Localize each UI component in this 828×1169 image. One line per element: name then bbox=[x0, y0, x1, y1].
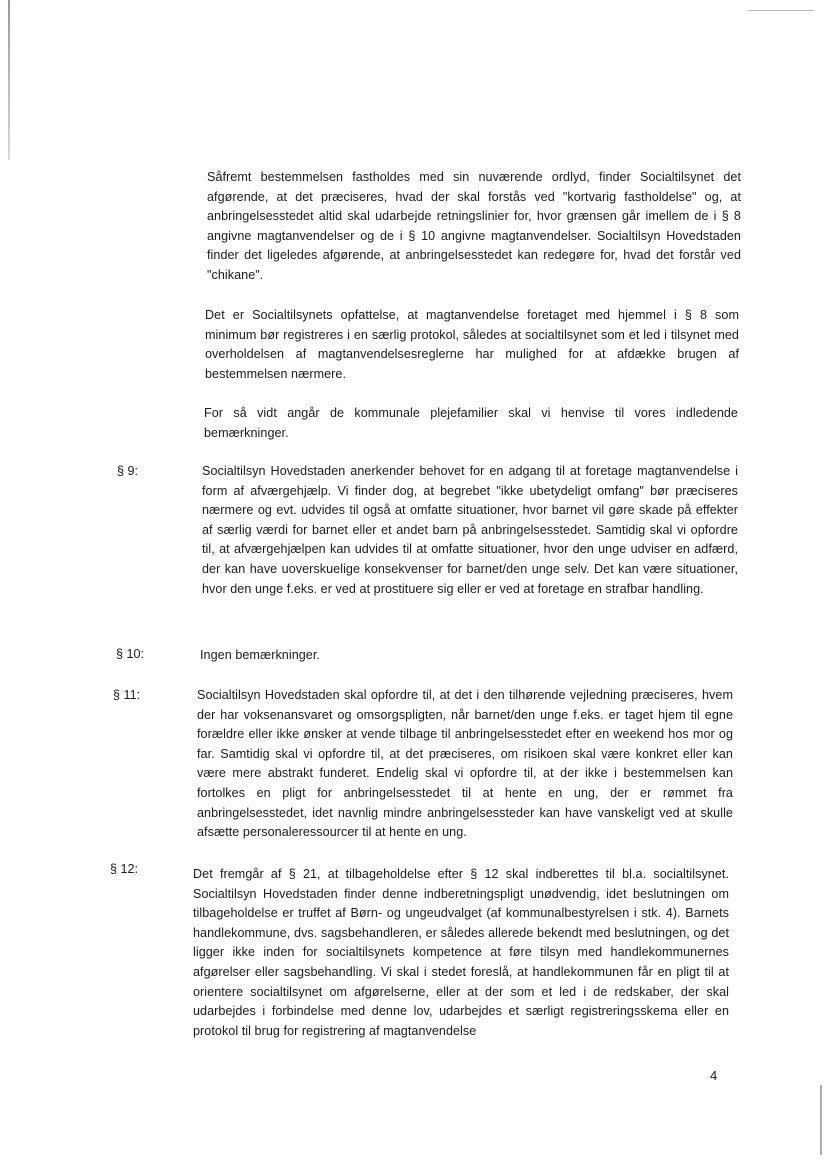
section-text-12: Det fremgår af § 21, at tilbageholdelse efter § 12 skal indberettes til bl.a. socialtilsynet. Socialtilsyn Hovedstaden finder denne indberetningspligt unødvendig, idet beslutningen om tilbageholdelse er truffet af Børn- og ungeudvalget (af kommunalbestyrelsen i stk. 4). Barnets handlekommune, dvs. sagsbehandleren, er således allerede bekendt med beslutningen, og det ligger ikke inden for socialtilsynets kompetence at føre tilsyn med handlekommunernes afgørelser eller sagsbehandling. Vi skal i stedet foreslå, at handlekommunen får en pligt til at orientere socialtilsynet om afgørelserne, eller at der som et led i de redskaber, der skal udarbejdes i forbindelse med denne lov, udarbejdes et særligt registreringsskema eller en protokol til brug for registrering af magtanvendelse bbox=[193, 867, 729, 1038]
scan-edge-left bbox=[8, 0, 10, 160]
section-label-9: § 9: bbox=[117, 464, 139, 478]
page-number: 4 bbox=[710, 1068, 718, 1083]
section-label-10: § 10: bbox=[116, 647, 145, 661]
section-text-9: Socialtilsyn Hovedstaden anerkender behovet for en adgang til at foretage magtanvendelse i form af afværgehjælp. Vi finder dog, at begrebet "ikke ubetydeligt omfang" bør præciseres nærmere og evt. udvides til også at omfatte situationer, hvor barnet vil gøre skade på effekter af særlig værdi for barnet eller et andet barn på anbringelsesstedet. Samtidig skal vi opfordre til, at afværgehjælpen kan udvides til at omfatte situationer, hvor den unge udviser en adfærd, der kan have uoverskuelige konsekvenser for barnet/den unge selv. Det kan være situationer, hvor den unge f.eks. er ved at prostituere sig eller er ved at foretage en strafbar handling. bbox=[202, 464, 738, 596]
scan-edge-right bbox=[820, 1085, 822, 1155]
section-label-12: § 12: bbox=[110, 862, 139, 876]
intro-paragraph-1: Såfremt bestemmelsen fastholdes med sin nuværende ordlyd, finder Socialtilsynet det afgørende, at det præciseres, hvad der skal forstås ved "kortvarig fastholdelse" og, at anbringelsesstedet altid skal udarbejde retningslinier for, hvor grænsen går imellem de i § 8 angivne magtanvendelser og de i § 10 angivne magtanvendelser. Socialtilsyn Hovedstaden finder det ligeledes afgørende, at anbringelsesstedet kan redegøre for, hvad det forstår ved "chikane". bbox=[207, 170, 741, 282]
section-text-11: Socialtilsyn Hovedstaden skal opfordre til, at det i den tilhørende vejledning præciseres, hvem der har voksenansvaret og omsorgspligten, når barnet/den unge f.eks. er taget hjem til egne forældre eller ikke ønsker at vende tilbage til anbringelsesstedet efter en weekend hos mor og far. Samtidig skal vi opfordre til, at det præciseres, om risikoen skal være konkret eller kan være mere abstrakt funderet. Endelig skal vi opfordre til, at der ikke i bestemmelsen kan fortolkes en pligt for anbringelsesstedet til at hente en ung, der er rømmet fra anbringelsesstedet, idet navnlig mindre anbringelsessteder kan have vanskeligt ved at skulle afsætte personaleressourcer til at hente en ung. bbox=[197, 688, 733, 840]
section-text-10: Ingen bemærkninger. bbox=[200, 648, 320, 662]
intro-paragraph-3: For så vidt angår de kommunale plejefamilier skal vi henvise til vores indledende bemærkninger. bbox=[204, 406, 738, 440]
intro-paragraph-2: Det er Socialtilsynets opfattelse, at magtanvendelse foretaget med hjemmel i § 8 som minimum bør registreres i en særlig protokol, således at socialtilsynet som et led i tilsynet med overholdelsen af magtanvendelsesreglerne har mulighed for at afdække brugen af bestemmelsen nærmere. bbox=[205, 308, 739, 381]
section-label-11: § 11: bbox=[113, 688, 141, 702]
scan-edge-top bbox=[748, 10, 814, 11]
